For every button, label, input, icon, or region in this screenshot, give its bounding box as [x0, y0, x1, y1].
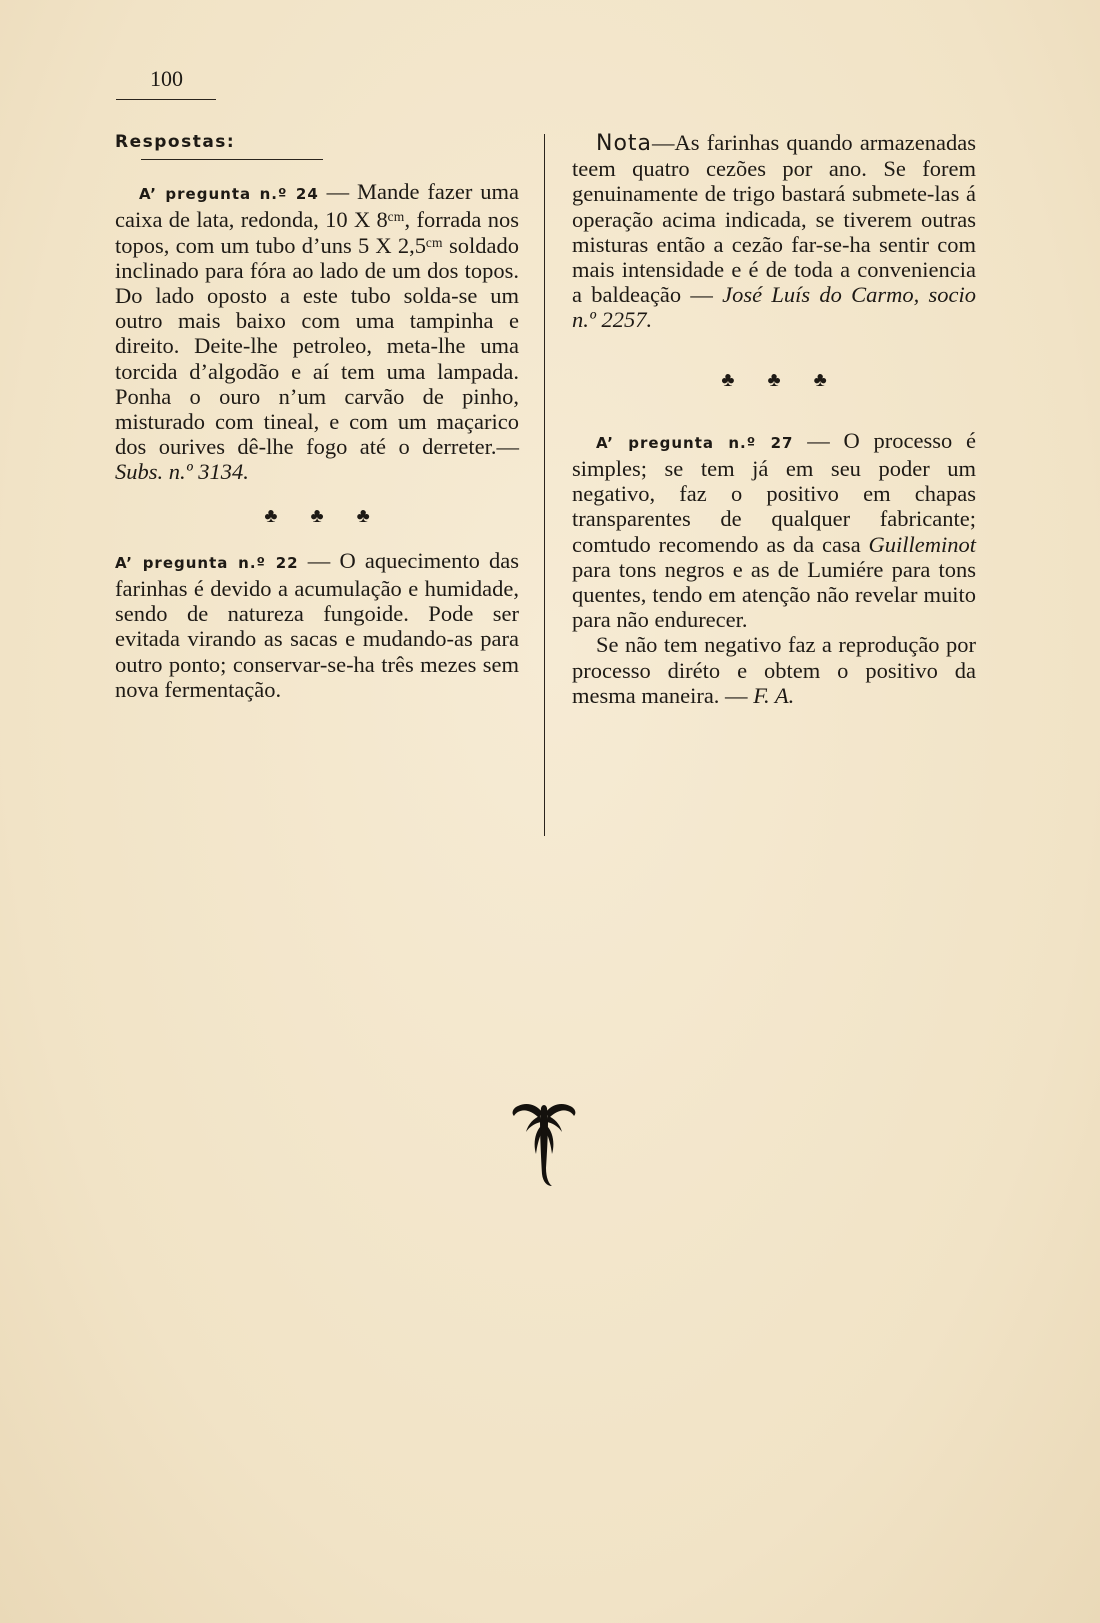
answer-24-paragraph — [115, 179, 519, 484]
answer-24-lead: A’ pregunta n.º 24 — [139, 185, 319, 204]
answer-24-signature: Subs. n.º 3134. — [115, 459, 249, 485]
nota-signature: José Luís do Carmo, socio n.º 2257. — [572, 282, 977, 333]
tailpiece-ornament-icon — [506, 1098, 582, 1188]
answer-24-body: — Mande fazer uma caixa de lata, redonda, 10 X 8ᶜᵐ, forrada nos topos, com um tubo d’uns 5 X 2,5ᶜᵐ soldado inclinado para fóra ao lado de um dos topos. Do lado oposto a este tubo solda-se um outro mais baixo com uma tampinha e direito. Deite-lhe petroleo, meta-lhe uma torcida d’algodão e aí tem uma lampada. Ponha o ouro n’um carvão de pinho, misturado com tineal, e com um maçarico dos ourives dê-lhe fogo até o derreter.— — [115, 179, 519, 460]
page-number-rule — [116, 99, 216, 100]
answer-27-paragraph-2-text: Se não tem negativo faz a reprodução por processo diréto e obtem o positivo da mesma maneira. — — [572, 632, 976, 708]
answer-27-brand: Guilleminot — [868, 531, 976, 557]
column-divider — [544, 134, 545, 836]
answer-22-body: — O aquecimento das farinhas é devido a acumulação e humidade, sendo de natureza fungoide. Pode ser evitada virando as sacas e mudando-as para outro ponto; conservar-se-ha três mezes sem nova fermentação. — [115, 547, 519, 702]
nota-lead: Nota — [596, 131, 653, 156]
answer-27-body-before: — O processo é simples; se tem já em seu poder um negativo, faz o positivo em chapas transparentes de qualquer fabricante; comtudo recomendo as da casa — [572, 427, 976, 557]
answer-22-lead: A’ pregunta n.º 22 — [115, 553, 299, 572]
nota-paragraph — [572, 130, 976, 333]
answer-27-paragraph-2 — [572, 632, 976, 708]
nota-body: —As farinhas quando armazenadas teem quatro cezões por ano. Se forem genuinamente de trigo bastará submete-las á operação acima indicada, se tiverem outras misturas então a cezão far-se-ha sentir com mais intensidade e é de toda a conveniencia a baldeação — — [572, 130, 976, 308]
left-column — [115, 130, 519, 702]
answer-27-body-after: para tons negros e as de Lumiére para tons quentes, tendo em atenção não revelar muito para não endurecer. — [572, 556, 976, 633]
answer-22-paragraph — [115, 548, 519, 702]
section-heading: Respostas: — [115, 132, 236, 152]
club-ornament-icon: ♣ ♣ ♣ — [264, 504, 384, 527]
right-column — [572, 130, 976, 708]
club-ornament-icon: ♣ ♣ ♣ — [721, 368, 841, 391]
page-number: 100 — [150, 66, 183, 91]
answer-27-signature: F. A. — [753, 682, 795, 708]
answer-27-lead: A’ pregunta n.º 27 — [596, 433, 794, 452]
answer-27-paragraph — [572, 428, 976, 633]
heading-rule — [141, 159, 323, 160]
